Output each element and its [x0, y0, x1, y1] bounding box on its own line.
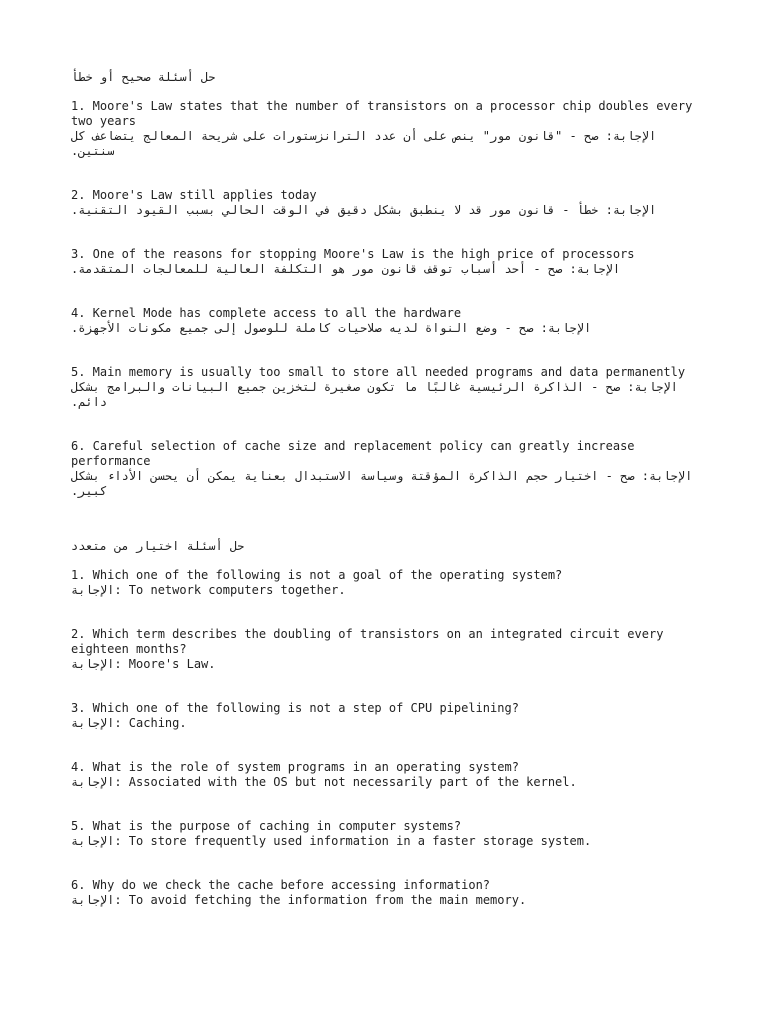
mc-answer: : To network computers together. — [114, 583, 346, 597]
tf-item-5 — [63, 365, 696, 410]
tf-item-3 — [71, 247, 696, 277]
mc-question: 4. What is the role of system programs in an operating system? — [71, 760, 519, 774]
tf-item-2 — [71, 188, 696, 218]
document-body — [63, 70, 700, 937]
mc-item-3 — [71, 701, 696, 731]
tf-answer: الإجابة: خطأ - قانون مور قد لا ينطبق بشكل دقيق في الوقت الحالي بسبب القيود التقنية. — [71, 203, 657, 217]
tf-answer: الإجابة: صح - وضع النواة لديه صلاحيات كاملة للوصول إلى جميع مكونات الأجهزة. — [71, 321, 592, 335]
mc-answer: : Moore's Law. — [114, 657, 216, 671]
tf-question: 1. Moore's Law states that the number of transistors on a processor chip doubles every two years — [71, 99, 700, 128]
tf-question: 3. One of the reasons for stopping Moore's Law is the high price of processors — [71, 247, 635, 261]
answer-label: الإجابة — [71, 583, 115, 597]
mc-question: 5. What is the purpose of caching in computer systems? — [71, 819, 462, 833]
mc-question: 1. Which one of the following is not a goal of the operating system? — [71, 568, 563, 582]
tf-question: 2. Moore's Law still applies today — [71, 188, 317, 202]
mc-question: 3. Which one of the following is not a step of CPU pipelining? — [71, 701, 519, 715]
mc-answer: : To avoid fetching the information from the main memory. — [114, 893, 527, 907]
mc-answer-line — [71, 775, 696, 790]
tf-question: 4. Kernel Mode has complete access to all the hardware — [71, 306, 462, 320]
mc-question: 6. Why do we check the cache before accessing information? — [71, 878, 491, 892]
mc-answer: : Caching. — [114, 716, 187, 730]
answer-label: الإجابة — [71, 657, 115, 671]
mc-item-5 — [71, 819, 696, 849]
mc-answer-line — [71, 657, 696, 672]
tf-answer: الإجابة: صح - اختيار حجم الذاكرة المؤقتة وسياسة الاستبدال بعناية يمكن أن يحسن الأداء بشكل كبير. — [63, 469, 693, 498]
answer-label: الإجابة — [71, 716, 115, 730]
tf-answer: الإجابة: صح - أحد أسباب توقف قانون مور هو التكلفة العالية للمعالجات المتقدمة. — [71, 262, 621, 276]
answer-label: الإجابة — [71, 834, 115, 848]
tf-item-6 — [63, 439, 696, 499]
multiple-choice-section-title: حل أسئلة اختيار من متعدد — [71, 539, 245, 553]
mc-answer-line — [71, 834, 696, 849]
mc-item-1 — [71, 568, 696, 598]
tf-item-1 — [63, 99, 700, 159]
mc-item-4 — [71, 760, 696, 790]
mc-answer-line — [71, 583, 696, 598]
true-false-section-title: حل أسئلة صحيح أو خطأ — [71, 70, 216, 84]
mc-question: 2. Which term describes the doubling of transistors on an integrated circuit every eighteen months? — [71, 627, 671, 656]
answer-label: الإجابة — [71, 893, 115, 907]
tf-answer: الإجابة: صح - الذاكرة الرئيسية غالبًا ما تكون صغيرة لتخزين جميع البيانات والبرامج بشكل دائم. — [63, 380, 678, 409]
tf-item-4 — [71, 306, 696, 336]
answer-label: الإجابة — [71, 775, 115, 789]
mc-item-2 — [71, 627, 696, 672]
mc-answer: : To store frequently used information in a faster storage system. — [114, 834, 592, 848]
tf-question: 6. Careful selection of cache size and replacement policy can greatly increase performance — [71, 439, 642, 468]
mc-answer: : Associated with the OS but not necessarily part of the kernel. — [114, 775, 577, 789]
mc-answer-line — [71, 716, 696, 731]
tf-question: 5. Main memory is usually too small to store all needed programs and data permanently — [71, 365, 686, 379]
mc-answer-line — [71, 893, 696, 908]
mc-item-6 — [71, 878, 696, 908]
tf-answer: الإجابة: صح - "قانون مور" ينص على أن عدد الترانزستورات على شريحة المعالج يتضاعف كل سنتين. — [63, 129, 657, 158]
